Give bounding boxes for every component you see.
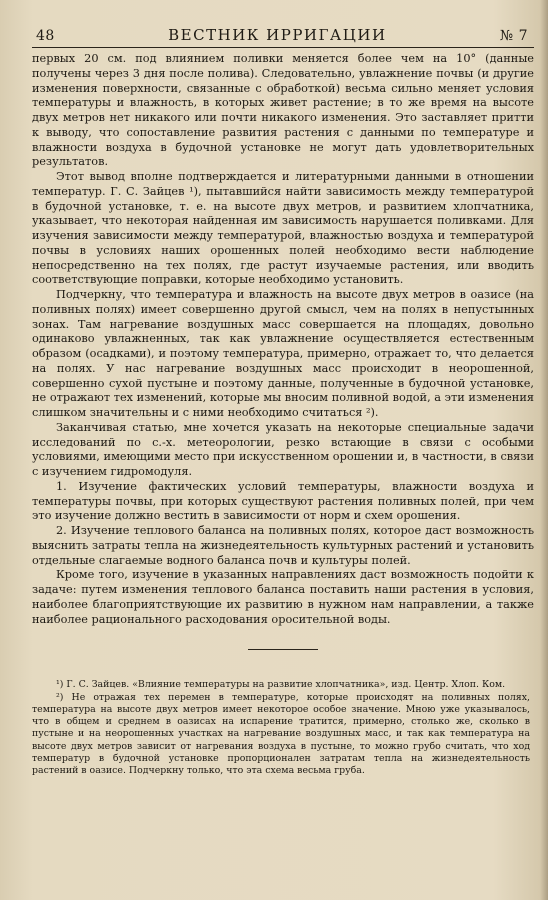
- page-edge-shadow: [540, 0, 548, 900]
- paragraph: Этот вывод вполне подтверждается и литературными данными в отношении температур. Г. С. Зайцев ¹), пытавшийся найти зависимость между температурой в будочной установке, т. е. на высоте двух метров, и развитием хлопчатника, указывает, что некоторая найденная им зависимость нарушается поливками. Для изучения зависимости между температурой, влажностью воздуха и температурой почвы в условиях наших орошенных полей необходимо вести наблюдение непосредственно на тех полях, где растут изучаемые растения, или вводить соответствующие поправки, которые необходимо установить.: [32, 170, 534, 287]
- page-number: 48: [36, 28, 55, 44]
- paragraph: Подчеркну, что температура и влажность на высоте двух метров в оазисе (на поливных полях) имеет совершенно другой смысл, чем на полях в непустынных зонах. Там нагревание воздушных масс совершается на площадях, довольно одинаково увлажненных, так как увлажнение осуществляется естественным образом (осадками), и поэтому температура, примерно, отражает то, что делается на полях. У нас нагревание воздушных масс происходит в неорошенной, совершенно сухой пустыне и поэтому данные, полученные в будочной установке, не отражают тех изменений, которые мы вносим поливной водой, а эти изменения слишком значительны и с ними необходимо считаться ²).: [32, 288, 534, 419]
- section-divider: [248, 649, 318, 650]
- issue-number: № 7: [499, 28, 528, 44]
- journal-title: ВЕСТНИК ИРРИГАЦИИ: [168, 26, 387, 44]
- list-item: 2. Изучение теплового баланса на поливных полях, которое даст возможность выяснить затраты тепла на жизнедеятельность культурных растений и установить отдельные слагаемые водного баланса почв и культуры полей.: [32, 524, 534, 567]
- paragraph: Кроме того, изучение в указанных направлениях даст возможность подойти к задаче: путем изменения теплового баланса поставить наши растения в условия, наиболее благоприятствующие их развитию в нужном нам направлении, а также наиболее рационального расходования оросительной воды.: [32, 568, 534, 626]
- paragraph: первых 20 см. под влиянием поливки меняется более чем на 10° (данные получены через 3 дня после полива). Следовательно, увлажнение почвы (и другие изменения поверхности, связанные с обработкой) весьма сильно меняет условия температуры и влажность, в которых живет растение; в то же время на высоте двух метров нет никакого или почти никакого изменения. Это заставляет притти к выводу, что сопоставление развития растения с данными по температуре и влажности воздуха в будочной установке не могут дать удовлетворительных результатов.: [32, 52, 534, 169]
- article-body: [32, 52, 534, 627]
- header-rule: [32, 47, 534, 48]
- footnote: ¹) Г. С. Зайцев. «Влияние температуры на развитие хлопчатника», изд. Центр. Хлоп. Ком.: [56, 679, 506, 691]
- page-header: [32, 26, 534, 44]
- paragraph: Заканчивая статью, мне хочется указать на некоторые специальные задачи исследований по с.-х. метеорологии, резко встающие в связи с особыми условиями, имеющими место при искусственном орошении и, в частности, в связи с изучением гидромодуля.: [32, 420, 534, 478]
- list-item: 1. Изучение фактических условий температуры, влажности воздуха и температуры почвы, при которых существуют растения поливных полей, при чем это изучение должно вестить в зависимости от норм и схем орошения.: [32, 479, 534, 523]
- footnote: ²) Не отражая тех перемен в температуре, которые происходят на поливных полях, температура на высоте двух метров имеет некоторое особое значение. Мною уже указывалось, что в общем и среднем в оазисах на испарение тратится, примерно, столько же, сколько в пустыне и на неорошенных участках на нагревание воздушных масс, и так как температура на высоте двух метров зависит от нагревания воздуха в пустыне, то можно грубо считать, что ход температур в будочной установке пропорционален затратам тепла на жизнедеятельность растений в оазисе. Подчеркну только, что эта схема весьма груба.: [32, 691, 530, 777]
- footnotes: [32, 679, 534, 777]
